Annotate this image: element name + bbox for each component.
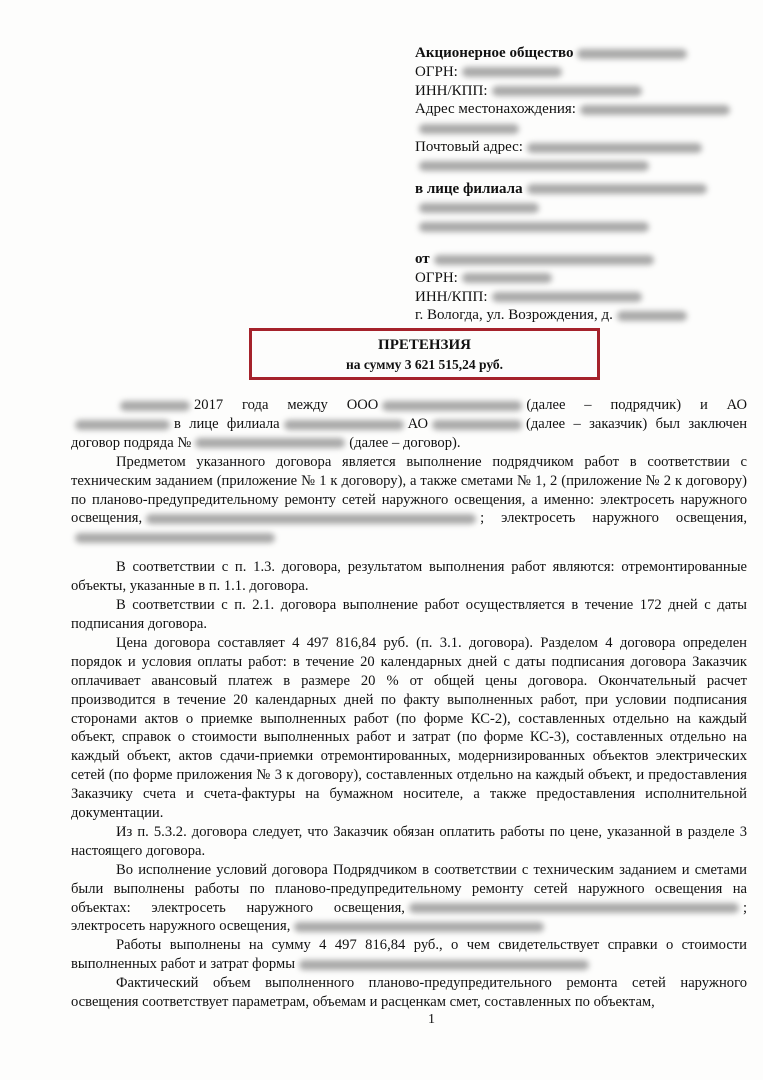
- from-inn-label: ИНН/КПП:: [415, 288, 488, 305]
- address-label: Адрес местонахождения:: [415, 101, 576, 118]
- from-address: г. Вологда, ул. Возрождения, д.: [415, 307, 613, 324]
- redacted-text: [580, 105, 730, 115]
- redacted-text: [527, 184, 707, 194]
- redacted-text: [617, 311, 687, 321]
- p1-text-c: в лице филиала: [174, 415, 280, 432]
- paragraph-payment: Из п. 5.3.2. договора следует, что Заказчик обязан оплатить работы по цене, указанной в разделе 3 настоящего договора.: [71, 823, 747, 859]
- redacted-text: [146, 514, 476, 524]
- p2-text-b: ; электросеть наружного освещения,: [480, 510, 747, 527]
- claim-subtitle: на сумму 3 621 515,24 руб.: [345, 357, 504, 372]
- p7-text-a: Во исполнение условий договора Подрядчиком в соответствии с техническим заданием и сметами были выполнены работы по планово-предупредительному ремонту сетей наружного освещения на объектах: электросеть наружного освещения,: [71, 861, 747, 916]
- redacted-text: [419, 203, 539, 213]
- claim-title: ПРЕТЕНЗИЯ: [378, 337, 471, 353]
- from-ogrn-label: ОГРН:: [415, 269, 458, 286]
- ogrn-label: ОГРН:: [415, 63, 458, 80]
- redacted-text: [419, 161, 649, 171]
- redacted-text: [492, 86, 642, 96]
- claim-body: [71, 396, 747, 1012]
- company-label: Акционерное общество: [415, 45, 574, 61]
- redacted-text: [120, 401, 190, 411]
- paragraph-volume: Фактический объем выполненного планово-предупредительного ремонта сетей наружного освещения соответствует параметрам, объемам и расценкам смет, составленных по объектам,: [71, 975, 747, 1011]
- redacted-text: [294, 922, 544, 932]
- p8-text: Работы выполнены на сумму 4 497 816,84 руб., о чем свидетельствует справки о стоимости выполненных работ и затрат формы: [71, 937, 747, 973]
- postal-label: Почтовый адрес:: [415, 138, 523, 155]
- redacted-text: [432, 420, 522, 430]
- p1-text-b: (далее – подрядчик) и АО: [526, 397, 747, 413]
- redacted-text: [527, 143, 702, 153]
- paragraph-performance: [71, 861, 747, 937]
- p2-text-a: Предметом указанного договора является выполнение подрядчиком работ в соответствии с техническим заданием (приложение № 1 к договору), а также сметами № 1, 2 (приложение № 2 к договору) по планово-предупредительному ремонту сетей наружного освещения, а именно: электросеть наружного освещения,: [71, 453, 747, 527]
- p1-text-a: 2017 года между ООО: [194, 397, 379, 413]
- p1-text-e: (далее – заказчик) был заключен договор подряда №: [71, 415, 748, 451]
- redacted-text: [492, 292, 642, 302]
- branch-label: в лице филиала: [415, 180, 523, 197]
- p1-text-f: (далее – договор).: [349, 434, 461, 451]
- from-label: от: [415, 250, 430, 267]
- paragraph-subject: [71, 453, 747, 548]
- claim-title-box: [249, 328, 600, 380]
- redacted-text: [434, 255, 654, 265]
- page-number: 1: [428, 1012, 435, 1027]
- inn-label: ИНН/КПП:: [415, 82, 488, 99]
- redacted-text: [75, 533, 275, 543]
- paragraph-contract: [71, 396, 747, 453]
- redacted-text: [409, 903, 739, 913]
- redacted-text: [462, 273, 552, 283]
- paragraph-result: В соответствии с п. 1.3. договора, результатом выполнения работ являются: отремонтированные объекты, указанные в п. 1.1. договора.: [71, 559, 747, 595]
- redacted-text: [75, 420, 170, 430]
- redacted-text: [419, 124, 519, 134]
- paragraph-price: Цена договора составляет 4 497 816,84 руб. (п. 3.1. договора). Разделом 4 договора определен порядок и условия оплаты работ: в течение 20 календарных дней с даты подписания договора Заказчик оплачивает авансовый платеж в размере 20 % от общей цены договора. Окончательный расчет производится в течение 20 календарных дней по факту выполненных работ, при условии подписания сторонами актов о приемке выполненных работ (по форме КС-2), составленных отдельно на каждый объект, справок о стоимости выполненных работ и затрат (по форме КС-3), составленных отдельно на каждый объект, актов сдачи-приемки отремонтированных, модернизированных объектов электрических сетей (по форме приложения № 3 к договору), составленных отдельно на каждый объект, и предоставления Заказчику счета и счета-фактуры на бумажном носителе, а также предоставления исполнительной документации.: [71, 634, 747, 822]
- paragraph-amount: [71, 936, 747, 974]
- redacted-text: [462, 67, 562, 77]
- redacted-text: [284, 420, 404, 430]
- addressee-block: [415, 44, 745, 325]
- redacted-text: [382, 401, 522, 411]
- redacted-text: [299, 960, 589, 970]
- redacted-text: [195, 438, 345, 448]
- redacted-text: [577, 49, 687, 59]
- p1-text-d: АО: [407, 415, 429, 432]
- redacted-text: [419, 222, 649, 232]
- paragraph-term: В соответствии с п. 2.1. договора выполнение работ осуществляется в течение 172 дней с даты подписания договора.: [71, 597, 747, 632]
- p7-text-b: ; электросеть наружного освещения,: [71, 899, 747, 935]
